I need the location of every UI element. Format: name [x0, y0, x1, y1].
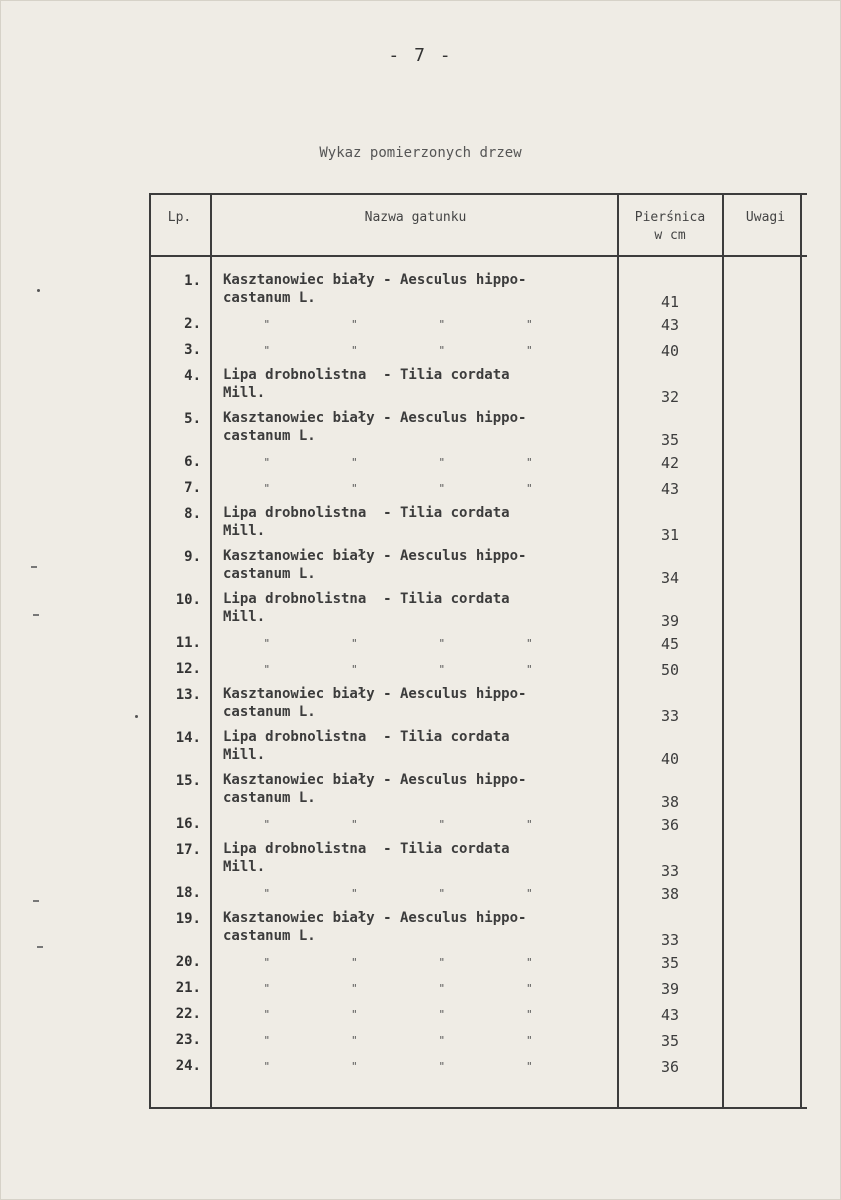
row-number: 5. [184, 411, 201, 427]
ditto-mark: " [525, 344, 533, 357]
row-number: 8. [184, 506, 201, 522]
ditto-mark: " [438, 482, 446, 495]
circumference-value: 45 [660, 635, 680, 653]
ditto-mark: " [350, 318, 358, 331]
row-number: 7. [184, 480, 201, 496]
ditto-mark: " [350, 1060, 358, 1073]
trees-table [149, 193, 807, 1109]
header-circumference [618, 209, 722, 245]
table-row [149, 816, 807, 842]
ditto-mark: " [525, 482, 533, 495]
circumference-value: 39 [660, 612, 680, 630]
ditto-mark: " [525, 318, 533, 331]
row-number: 24. [175, 1058, 201, 1074]
circumference-value: 50 [660, 661, 680, 679]
circumference-value: 40 [660, 342, 680, 360]
table-row [149, 316, 807, 342]
table-row [149, 592, 807, 635]
page-number: - 7 - [388, 45, 453, 66]
circumference-value: 38 [660, 885, 680, 903]
ditto-marks [223, 982, 573, 995]
row-number: 4. [184, 368, 201, 384]
ditto-mark: " [438, 956, 446, 969]
ditto-mark: " [438, 1008, 446, 1021]
row-number: 13. [175, 687, 201, 703]
table-row [149, 730, 807, 773]
row-number: 3. [184, 342, 201, 358]
ditto-mark: " [350, 1034, 358, 1047]
ditto-mark: " [525, 982, 533, 995]
circumference-value: 31 [660, 526, 680, 544]
circumference-value: 34 [660, 569, 680, 587]
circumference-value: 43 [660, 1006, 680, 1024]
header-lp: Lp. [167, 210, 192, 225]
table-row [149, 480, 807, 506]
table-row [149, 911, 807, 954]
row-number: 1. [184, 273, 201, 289]
table-row [149, 842, 807, 885]
ditto-marks [223, 456, 573, 469]
circumference-value: 41 [660, 293, 680, 311]
scan-speck [33, 900, 39, 902]
table-row [149, 411, 807, 454]
table-row [149, 506, 807, 549]
circumference-value: 38 [660, 793, 680, 811]
ditto-mark: " [263, 663, 271, 676]
ditto-mark: " [525, 818, 533, 831]
row-number: 22. [175, 1006, 201, 1022]
row-number: 14. [175, 730, 201, 746]
ditto-mark: " [263, 637, 271, 650]
ditto-mark: " [438, 663, 446, 676]
circumference-value: 39 [660, 980, 680, 998]
scan-speck [33, 614, 39, 616]
ditto-mark: " [263, 456, 271, 469]
ditto-mark: " [263, 956, 271, 969]
row-number: 19. [175, 911, 201, 927]
circumference-value: 33 [660, 707, 680, 725]
ditto-marks [223, 1060, 573, 1073]
species-name: Kasztanowiec biały - Aesculus hippo- castanum L. [223, 272, 527, 306]
ditto-mark: " [350, 637, 358, 650]
ditto-mark: " [438, 818, 446, 831]
scan-speck [37, 289, 40, 292]
species-name: Kasztanowiec biały - Aesculus hippo- castanum L. [223, 410, 527, 444]
document-title: Wykaz pomierzonych drzew [319, 145, 522, 161]
circumference-value: 36 [660, 1058, 680, 1076]
ditto-mark: " [438, 887, 446, 900]
circumference-value: 35 [660, 431, 680, 449]
row-number: 9. [184, 549, 201, 565]
ditto-marks [223, 1008, 573, 1021]
ditto-mark: " [350, 887, 358, 900]
ditto-marks [223, 482, 573, 495]
circumference-value: 33 [660, 931, 680, 949]
ditto-mark: " [438, 1060, 446, 1073]
circumference-value: 43 [660, 480, 680, 498]
species-name: Kasztanowiec biały - Aesculus hippo- castanum L. [223, 772, 527, 806]
species-name: Lipa drobnolistna - Tilia cordata Mill. [223, 367, 510, 401]
ditto-mark: " [263, 318, 271, 331]
table-row [149, 635, 807, 661]
ditto-mark: " [350, 1008, 358, 1021]
circumference-value: 32 [660, 388, 680, 406]
row-number: 2. [184, 316, 201, 332]
ditto-marks [223, 956, 573, 969]
scan-speck [31, 566, 37, 568]
ditto-mark: " [350, 663, 358, 676]
circumference-value: 35 [660, 1032, 680, 1050]
ditto-mark: " [350, 482, 358, 495]
ditto-mark: " [350, 818, 358, 831]
ditto-marks [223, 344, 573, 357]
ditto-marks [223, 663, 573, 676]
circumference-value: 43 [660, 316, 680, 334]
ditto-marks [223, 1034, 573, 1047]
row-number: 10. [175, 592, 201, 608]
scan-speck [37, 946, 43, 948]
ditto-marks [223, 318, 573, 331]
ditto-marks [223, 637, 573, 650]
species-name: Kasztanowiec biały - Aesculus hippo- castanum L. [223, 686, 527, 720]
table-row [149, 1058, 807, 1084]
ditto-mark: " [525, 887, 533, 900]
ditto-mark: " [350, 956, 358, 969]
ditto-mark: " [263, 1060, 271, 1073]
row-number: 18. [175, 885, 201, 901]
table-row [149, 954, 807, 980]
table-row [149, 661, 807, 687]
table-row [149, 773, 807, 816]
ditto-mark: " [438, 318, 446, 331]
scan-speck [135, 715, 138, 718]
species-name: Kasztanowiec biały - Aesculus hippo- castanum L. [223, 910, 527, 944]
ditto-marks [223, 818, 573, 831]
row-number: 12. [175, 661, 201, 677]
row-number: 23. [175, 1032, 201, 1048]
ditto-mark: " [263, 1034, 271, 1047]
header-species-name: Nazwa gatunku [364, 210, 467, 225]
row-number: 11. [175, 635, 201, 651]
ditto-mark: " [438, 637, 446, 650]
ditto-marks [223, 887, 573, 900]
circumference-value: 33 [660, 862, 680, 880]
row-number: 6. [184, 454, 201, 470]
table-row [149, 342, 807, 368]
table-row [149, 980, 807, 1006]
row-number: 21. [175, 980, 201, 996]
ditto-mark: " [263, 982, 271, 995]
row-number: 16. [175, 816, 201, 832]
ditto-mark: " [263, 887, 271, 900]
ditto-mark: " [350, 344, 358, 357]
table-row [149, 454, 807, 480]
table-row [149, 368, 807, 411]
ditto-mark: " [525, 663, 533, 676]
table-row [149, 273, 807, 316]
header-circumference-line1: Pierśnica [634, 210, 706, 225]
ditto-mark: " [350, 456, 358, 469]
circumference-value: 40 [660, 750, 680, 768]
ditto-mark: " [525, 1060, 533, 1073]
table-row [149, 1006, 807, 1032]
header-rule [149, 255, 807, 257]
circumference-value: 35 [660, 954, 680, 972]
ditto-mark: " [263, 1008, 271, 1021]
header-notes: Uwagi [745, 210, 786, 225]
species-name: Kasztanowiec biały - Aesculus hippo- castanum L. [223, 548, 527, 582]
ditto-mark: " [263, 482, 271, 495]
table-row [149, 1032, 807, 1058]
row-number: 17. [175, 842, 201, 858]
ditto-mark: " [525, 1034, 533, 1047]
ditto-mark: " [438, 1034, 446, 1047]
ditto-mark: " [438, 456, 446, 469]
species-name: Lipa drobnolistna - Tilia cordata Mill. [223, 591, 510, 625]
header-circumference-line2: w cm [654, 228, 686, 243]
ditto-mark: " [525, 637, 533, 650]
ditto-mark: " [263, 818, 271, 831]
table-row [149, 687, 807, 730]
circumference-value: 42 [660, 454, 680, 472]
species-name: Lipa drobnolistna - Tilia cordata Mill. [223, 729, 510, 763]
ditto-mark: " [263, 344, 271, 357]
row-number: 15. [175, 773, 201, 789]
row-number: 20. [175, 954, 201, 970]
ditto-mark: " [438, 344, 446, 357]
table-row [149, 549, 807, 592]
ditto-mark: " [525, 456, 533, 469]
ditto-mark: " [525, 1008, 533, 1021]
ditto-mark: " [350, 982, 358, 995]
circumference-value: 36 [660, 816, 680, 834]
ditto-mark: " [525, 956, 533, 969]
table-row [149, 885, 807, 911]
species-name: Lipa drobnolistna - Tilia cordata Mill. [223, 841, 510, 875]
ditto-mark: " [438, 982, 446, 995]
species-name: Lipa drobnolistna - Tilia cordata Mill. [223, 505, 510, 539]
